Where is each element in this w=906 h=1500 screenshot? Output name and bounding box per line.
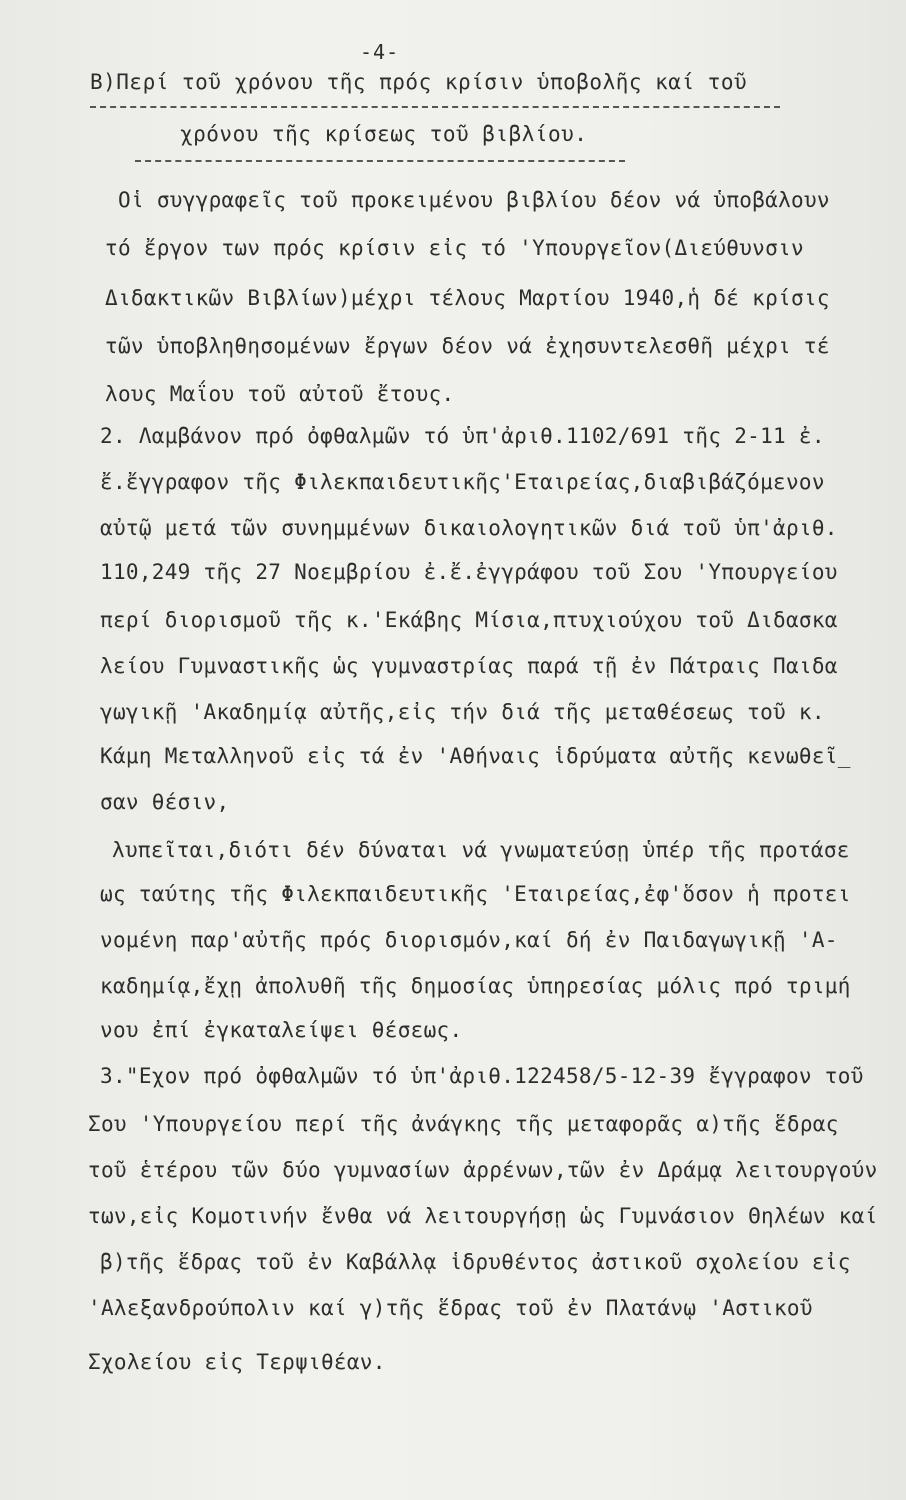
body-line: λυπεῖται,διότι δέν δύναται νά γνωματεύσῃ ὑπέρ τῆς προτάσε [112, 838, 850, 862]
heading-underline-2 [135, 160, 625, 162]
body-line: 3."Εχον πρό ὀφθαλμῶν τό ὑπ'ἀριθ.122458/5-12-39 ἔγγραφον τοῦ [100, 1064, 864, 1088]
body-line: τό ἔργον των πρός κρίσιν εἰς τό 'Υπουργεῖον(Διεύθυνσιν [105, 236, 804, 260]
body-line: τῶν ὑποβληθησομένων ἔργων δέον νά ἐχησυντελεσθῆ μέχρι τέ [105, 334, 830, 358]
body-line: Σου 'Υπουργείου περί τῆς ἀνάγκης τῆς μεταφορᾶς α)τῆς ἕδρας [88, 1112, 839, 1136]
body-line: σαν θέσιν, [100, 790, 230, 814]
body-line: καδημίᾳ,ἔχῃ ἀπολυθῆ τῆς δημοσίας ὑπηρεσίας μόλις πρό τριμή [100, 974, 851, 998]
body-line: Διδακτικῶν Βιβλίων)μέχρι τέλους Μαρτίου 1940,ἡ δέ κρίσις [105, 286, 830, 310]
body-line: 110,249 τῆς 27 Νοεμβρίου ἐ.ἔ.ἐγγράφου τοῦ Σου 'Υπουργείου [100, 560, 838, 584]
heading-underline-1 [90, 106, 780, 108]
body-line: λείου Γυμναστικῆς ὡς γυμναστρίας παρά τῇ ἐν Πάτραις Παιδα [100, 654, 838, 678]
body-line: νου ἐπί ἐγκαταλείψει θέσεως. [100, 1018, 463, 1042]
body-line: λους Μαΐου τοῦ αὐτοῦ ἔτους. [105, 382, 455, 406]
body-line: Κάμη Μεταλληνοῦ εἰς τά ἐν 'Αθήναις ἱδρύματα αὐτῆς κενωθεῖ_ [100, 744, 851, 768]
body-line: τοῦ ἑτέρου τῶν δύο γυμνασίων ἀρρένων,τῶν ἐν Δράμᾳ λειτουργούν [88, 1158, 878, 1182]
body-line: Οἱ συγγραφεῖς τοῦ προκειμένου βιβλίου δέον νά ὑποβάλουν [118, 188, 830, 212]
body-line: β)τῆς ἕδρας τοῦ ἐν Καβάλλᾳ ἱδρυθέντος ἀστικοῦ σχολείου εἰς [100, 1250, 851, 1274]
body-line: νομένη παρ'αὐτῆς πρός διορισμόν,καί δή ἐν Παιδαγωγικῇ 'Α- [100, 928, 838, 952]
body-line: Σχολείου εἰς Τερψιθέαν. [88, 1350, 386, 1374]
section-heading-line-2: χρόνου τῆς κρίσεως τοῦ βιβλίου. [180, 122, 588, 146]
body-line: γωγικῇ 'Ακαδημίᾳ αὐτῆς,εἰς τήν διά τῆς μεταθέσεως τοῦ κ. [100, 700, 825, 724]
body-line: 'Αλεξανδρούπολιν καί γ)τῆς ἕδρας τοῦ ἐν Πλατάνῳ 'Αστικοῦ [88, 1296, 813, 1320]
body-line: των,εἰς Κομοτινήν ἔνθα νά λειτουργήσῃ ὡς Γυμνάσιον Θηλέων καί [88, 1204, 878, 1228]
body-line: 2. Λαμβάνον πρό ὀφθαλμῶν τό ὑπ'ἀριθ.1102/691 τῆς 2-11 ἐ. [100, 424, 825, 448]
section-heading-line-1: Β)Περί τοῦ χρόνου τῆς πρός κρίσιν ὑποβολῆς καί τοῦ [90, 70, 748, 94]
body-line: ἔ.ἔγγραφον τῆς Φιλεκπαιδευτικῆς'Εταιρείας,διαβιβάζόμενον [100, 470, 825, 494]
page-number: -4- [360, 40, 400, 64]
body-line: αὐτῷ μετά τῶν συνημμένων δικαιολογητικῶν διά τοῦ ὑπ'ἀριθ. [100, 516, 838, 540]
body-line: ως ταύτης τῆς Φιλεκπαιδευτικῆς 'Εταιρείας,ἐφ'ὅσον ἡ προτει [100, 882, 851, 906]
body-line: περί διορισμοῦ τῆς κ.'Εκάβης Μίσια,πτυχιούχου τοῦ Διδασκα [100, 608, 838, 632]
